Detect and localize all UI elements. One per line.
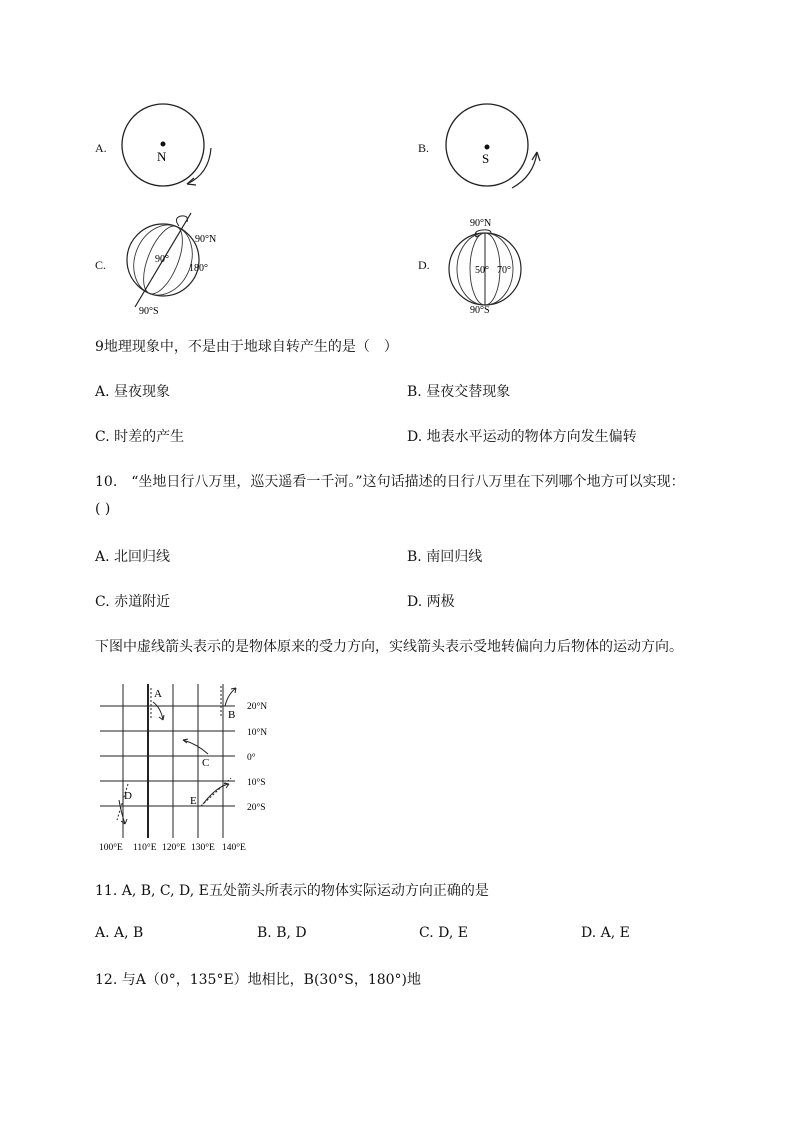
question-10-option-d: D. 两极: [407, 594, 455, 610]
question-11-stem: 11. A, B, C, D, E五处箭头所表示的物体实际运动方向正确的是: [95, 883, 489, 899]
figure-d-meridian-50: 50°: [475, 265, 489, 276]
figure-d-south-label: 90°S: [470, 305, 490, 316]
figure-d-upright-globe: [440, 210, 550, 320]
grid-point-a: A: [154, 688, 162, 700]
question-11-option-b: B. B, D: [257, 925, 307, 941]
figure-a-pole-label: N: [157, 149, 167, 164]
lat-label-0: 0°: [247, 753, 256, 763]
lon-label-120e: 120°E: [162, 843, 186, 853]
figure-d-north-label: 90°N: [470, 218, 492, 229]
question-10-answer-paren: ( ): [95, 501, 111, 517]
question-9-option-c: C. 时差的产生: [95, 429, 185, 445]
question-10-option-a: A. 北回归线: [95, 549, 171, 565]
lon-label-110e: 110°E: [133, 843, 157, 853]
lon-label-140e: 140°E: [222, 843, 246, 853]
grid-point-b: B: [228, 709, 236, 721]
option-c-label: C.: [95, 258, 107, 272]
question-11-option-a: A. A, B: [95, 925, 144, 941]
figure-d-meridian-70: 70°: [497, 265, 511, 276]
question-11-option-c: C. D, E: [419, 925, 468, 941]
lat-label-20s: 20°S: [247, 803, 266, 813]
question-10-stem: 10. “坐地日行八万里，巡天遥看一千河。”这句话描述的日行八万里在下列哪个地方可以实现：: [95, 474, 685, 490]
question-10-option-b: B. 南回归线: [407, 549, 483, 565]
figure-b-south-pole-rotation: [440, 100, 550, 195]
option-b-label: B.: [418, 141, 430, 155]
question-10-option-c: C. 赤道附近: [95, 594, 171, 610]
question-11-option-d: D. A, E: [581, 925, 630, 941]
question-9-option-a: A. 昼夜现象: [95, 384, 171, 400]
option-a-label: A.: [95, 141, 107, 155]
lon-label-130e: 130°E: [191, 843, 215, 853]
figure-c-meridian-90: 90°: [155, 254, 169, 265]
grid-point-e: E: [190, 795, 197, 807]
deflection-intro-text: 下图中虚线箭头表示的是物体原来的受力方向，实线箭头表示受地转偏向力后物体的运动方向。: [95, 639, 683, 655]
question-12-stem: 12. 与A（0°，135°E）地相比，B(30°S，180°)地: [95, 972, 422, 988]
figure-c-tilted-globe: [115, 210, 235, 320]
question-9-option-b: B. 昼夜交替现象: [407, 384, 511, 400]
lon-label-100e: 100°E: [99, 843, 123, 853]
figure-a-north-pole-rotation: [115, 100, 220, 195]
option-d-label: D.: [418, 258, 430, 272]
figure-c-meridian-180: 180°: [189, 263, 208, 274]
grid-point-c: C: [202, 757, 210, 769]
coriolis-grid-figure: [95, 680, 285, 855]
question-9-stem: 9地理现象中，不是由于地球自转产生的是（ ）: [95, 339, 398, 355]
question-9-option-d: D. 地表水平运动的物体方向发生偏转: [407, 429, 637, 445]
lat-label-10s: 10°S: [247, 778, 266, 788]
figure-c-south-label: 90°S: [139, 306, 159, 317]
grid-point-d: D: [124, 790, 132, 802]
figure-b-pole-label: S: [482, 151, 490, 166]
lat-label-20n: 20°N: [247, 702, 268, 712]
lat-label-10n: 10°N: [247, 728, 268, 738]
figure-c-north-label: 90°N: [195, 234, 217, 245]
